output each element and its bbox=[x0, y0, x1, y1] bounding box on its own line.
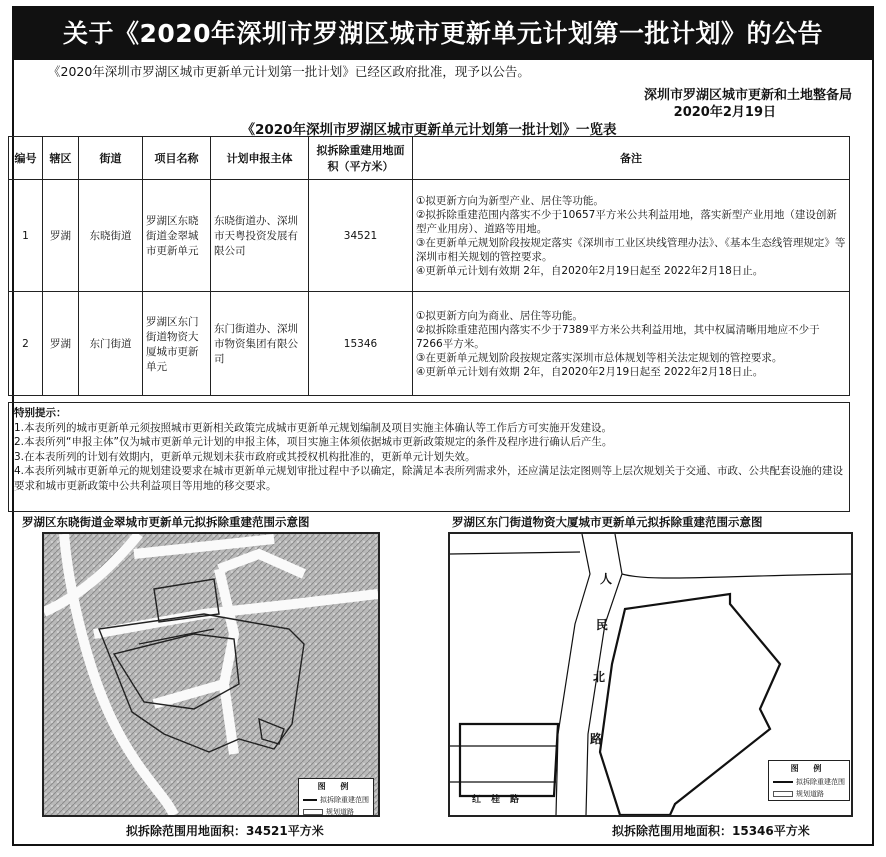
cell-applicant: 东门街道办、深圳市物资集团有限公司 bbox=[211, 292, 309, 396]
header-project: 项目名称 bbox=[143, 137, 211, 180]
table-row bbox=[9, 180, 850, 292]
boundary-west bbox=[460, 724, 558, 796]
special-notes-heading: 特别提示： bbox=[14, 407, 67, 419]
header-area: 拟拆除重建用地面积（平方米） bbox=[309, 137, 413, 180]
legend-title: 图 例 bbox=[317, 782, 355, 791]
cell-no: 1 bbox=[9, 180, 43, 292]
map-title-jincui: 罗湖区东晓街道金翠城市更新单元拟拆除重建范围示意图 bbox=[22, 515, 310, 529]
road-name-honggui: 红桂路 bbox=[472, 795, 530, 805]
road-name-char: 人 bbox=[600, 572, 613, 586]
special-note-item: 4.本表所列城市更新单元的规划建设要求在城市更新单元规划审批过程中予以确定，除满足本表所列需求外，还应满足法定图则等上层次规划关于交通、市政、公共配套设施的建设要求和城市更新政策中公共利益项目等用地的移交要求。 bbox=[14, 465, 844, 492]
map-jincui bbox=[42, 532, 380, 817]
special-notes bbox=[8, 402, 850, 512]
road-name-char: 路 bbox=[590, 732, 603, 746]
header-district: 辖区 bbox=[43, 137, 79, 180]
cell-notes bbox=[413, 180, 850, 292]
cell-street: 东晓街道 bbox=[79, 180, 143, 292]
boundary-main bbox=[600, 594, 780, 815]
issue-date: 2020年2月19日 bbox=[673, 105, 776, 120]
plan-table bbox=[8, 136, 850, 396]
issuer: 深圳市罗湖区城市更新和土地整备局 bbox=[643, 88, 852, 103]
map-wuzi bbox=[448, 532, 853, 817]
header-applicant: 计划申报主体 bbox=[211, 137, 309, 180]
area-label-wuzi: 拟拆除范围用地面积：15346平方米 bbox=[612, 824, 810, 838]
cell-area: 34521 bbox=[309, 180, 413, 292]
note-line: ①拟更新方向为商业、居住等功能。 bbox=[416, 309, 583, 322]
notice-title: 关于《2020年深圳市罗湖区城市更新单元计划第一批计划》的公告 bbox=[14, 8, 872, 60]
note-line: ③在更新单元规划阶段按规定落实《深圳市工业区块线管理办法》、《基本生态线管理规定》等深圳市相关规划的管控要求。 bbox=[416, 236, 846, 263]
cell-district: 罗湖 bbox=[43, 180, 79, 292]
legend-wuzi bbox=[768, 760, 850, 801]
note-line: ②拟拆除重建范围内落实不少于10657平方米公共利益用地，落实新型产业用地（建设创新型产业用房）、道路等用地。 bbox=[416, 208, 837, 235]
legend-label: 拟拆除重建范围 bbox=[320, 796, 369, 804]
legend-jincui bbox=[298, 778, 374, 817]
table-title: 《2020年深圳市罗湖区城市更新单元计划第一批计划》一览表 bbox=[241, 122, 617, 138]
cell-applicant: 东晓街道办、深圳市天粤投资发展有限公司 bbox=[211, 180, 309, 292]
cell-project: 罗湖区东门街道物资大厦城市更新单元 bbox=[143, 292, 211, 396]
map-title-wuzi: 罗湖区东门街道物资大厦城市更新单元拟拆除重建范围示意图 bbox=[452, 515, 763, 529]
cell-area: 15346 bbox=[309, 292, 413, 396]
special-note-item: 3.在本表所列的计划有效期内，更新单元规划未获市政府或其授权机构批准的，更新单元计划失效。 bbox=[14, 450, 476, 463]
header-notes: 备注 bbox=[413, 137, 850, 180]
cell-district: 罗湖 bbox=[43, 292, 79, 396]
road-edge bbox=[450, 552, 580, 554]
cell-project: 罗湖区东晓街道金翠城市更新单元 bbox=[143, 180, 211, 292]
note-line: ④更新单元计划有效期 2年，自2020年2月19日起至 2022年2月18日止。 bbox=[416, 365, 764, 378]
special-note-item: 1.本表所列的城市更新单元须按照城市更新相关政策完成城市更新单元规划编制及项目实施主体确认等工作后方可实施开发建设。 bbox=[14, 421, 613, 434]
notice-intro: 《2020年深圳市罗湖区城市更新单元计划第一批计划》已经区政府批准，现予以公告。 bbox=[48, 64, 530, 79]
road-name-char: 北 bbox=[593, 670, 606, 684]
legend-label: 拟拆除重建范围 bbox=[796, 778, 845, 786]
cell-no: 2 bbox=[9, 292, 43, 396]
header-street: 街道 bbox=[79, 137, 143, 180]
road-name-char: 民 bbox=[596, 618, 609, 632]
boundary-swatch bbox=[303, 799, 317, 801]
cell-street: 东门街道 bbox=[79, 292, 143, 396]
legend-label: 规划道路 bbox=[796, 790, 824, 798]
map-jincui-drawing bbox=[44, 534, 378, 815]
road-swatch bbox=[303, 809, 323, 815]
area-label-jincui: 拟拆除范围用地面积：34521平方米 bbox=[126, 824, 324, 838]
cell-notes bbox=[413, 292, 850, 396]
road-edge bbox=[556, 534, 590, 815]
note-line: ①拟更新方向为新型产业、居住等功能。 bbox=[416, 194, 604, 207]
legend-title: 图 例 bbox=[790, 764, 828, 773]
road-swatch bbox=[773, 791, 793, 797]
table-header-row bbox=[9, 137, 850, 180]
table-row bbox=[9, 292, 850, 396]
header-no: 编号 bbox=[9, 137, 43, 180]
special-note-item: 2.本表所列“申报主体”仅为城市更新单元计划的申报主体，项目实施主体须依据城市更新政策规定的条件及程序进行确认后产生。 bbox=[14, 436, 613, 448]
road-edge bbox=[622, 574, 851, 578]
boundary-swatch bbox=[773, 781, 793, 783]
legend-label: 规划道路 bbox=[326, 808, 354, 816]
note-line: ③在更新单元规划阶段按规定落实深圳市总体规划等相关法定规划的管控要求。 bbox=[416, 351, 783, 364]
note-line: ④更新单元计划有效期 2年，自2020年2月19日起至 2022年2月18日止。 bbox=[416, 264, 764, 277]
note-line: ②拟拆除重建范围内落实不少于7389平方米公共利益用地，其中权属清晰用地应不少于7266平方米。 bbox=[416, 323, 820, 350]
